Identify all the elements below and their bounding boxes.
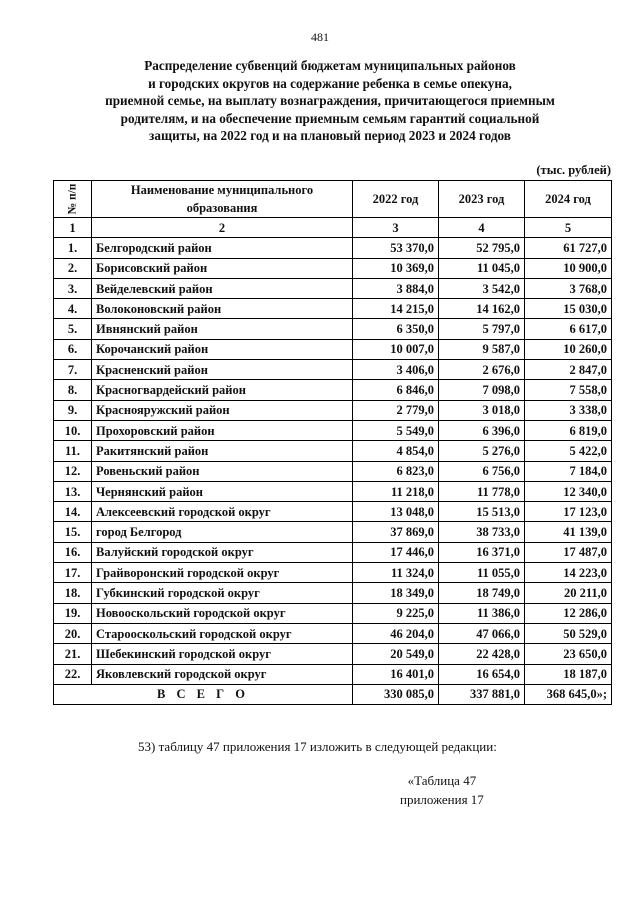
header-2022: 2022 год [353,181,439,218]
table-row [54,623,612,643]
row-name: город Белгород [92,522,353,542]
col-number: 2 [92,218,353,238]
value-2022: 3 406,0 [353,360,439,380]
value-2024: 17 487,0 [525,542,612,562]
value-2023: 18 749,0 [439,583,525,603]
col-number: 5 [525,218,612,238]
total-2022: 330 085,0 [353,684,439,704]
row-number: 16. [54,542,92,562]
header-2023: 2023 год [439,181,525,218]
value-2022: 10 007,0 [353,339,439,359]
row-name: Белгородский район [92,238,353,258]
value-2023: 22 428,0 [439,644,525,664]
table-row [54,238,612,258]
row-number: 11. [54,441,92,461]
value-2024: 15 030,0 [525,299,612,319]
row-name: Красногвардейский район [92,380,353,400]
row-number: 22. [54,664,92,684]
row-number: 4. [54,299,92,319]
row-name: Шебекинский городской округ [92,644,353,664]
value-2022: 13 048,0 [353,502,439,522]
value-2022: 5 549,0 [353,420,439,440]
table-row [54,258,612,278]
value-2023: 6 756,0 [439,461,525,481]
row-name: Вейделевский район [92,278,353,298]
value-2024: 2 847,0 [525,360,612,380]
row-number: 1. [54,238,92,258]
value-2023: 16 371,0 [439,542,525,562]
value-2024: 23 650,0 [525,644,612,664]
row-number: 2. [54,258,92,278]
row-number: 5. [54,319,92,339]
table-header-row [54,181,612,218]
table-row [54,441,612,461]
units-label: (тыс. рублей) [536,163,611,177]
value-2022: 6 350,0 [353,319,439,339]
instruction-text: 53) таблицу 47 приложения 17 изложить в следующей редакции: [138,739,497,754]
row-name: Чернянский район [92,481,353,501]
value-2024: 50 529,0 [525,623,612,643]
value-2023: 52 795,0 [439,238,525,258]
value-2022: 6 846,0 [353,380,439,400]
table-row [54,481,612,501]
row-number: 12. [54,461,92,481]
row-name: Новооскольский городской округ [92,603,353,623]
value-2022: 11 218,0 [353,481,439,501]
table-row [54,644,612,664]
row-name: Волоконовский район [92,299,353,319]
table-ref-line: «Таблица 47 [407,773,477,788]
row-name: Корочанский район [92,339,353,359]
row-number: 20. [54,623,92,643]
row-name: Красненский район [92,360,353,380]
value-2024: 18 187,0 [525,664,612,684]
row-number: 19. [54,603,92,623]
table-row [54,522,612,542]
row-name: Краснояружский район [92,400,353,420]
title-line: приемной семье, на выплату вознаграждения, причитающегося приемным [105,93,555,108]
table-row [54,360,612,380]
table-row [54,583,612,603]
value-2022: 10 369,0 [353,258,439,278]
table-row [54,380,612,400]
table-row [54,603,612,623]
value-2023: 38 733,0 [439,522,525,542]
total-2024: 368 645,0»; [525,684,612,704]
row-name: Губкинский городской округ [92,583,353,603]
column-number-row [54,218,612,238]
value-2024: 10 260,0 [525,339,612,359]
value-2023: 14 162,0 [439,299,525,319]
value-2023: 5 276,0 [439,441,525,461]
value-2024: 7 184,0 [525,461,612,481]
value-2022: 3 884,0 [353,278,439,298]
table-row [54,278,612,298]
table-row [54,339,612,359]
value-2022: 17 446,0 [353,542,439,562]
page-number: 481 [311,30,329,44]
row-number: 8. [54,380,92,400]
header-name: Наименование муниципального образования [92,181,353,218]
row-number: 15. [54,522,92,542]
title-line: родителям, и на обеспечение приемным семьям гарантий социальной [120,110,540,126]
row-name: Грайворонский городской округ [92,563,353,583]
value-2024: 20 211,0 [525,583,612,603]
row-number: 18. [54,583,92,603]
value-2023: 3 018,0 [439,400,525,420]
table-row [54,461,612,481]
row-number: 7. [54,360,92,380]
value-2024: 5 422,0 [525,441,612,461]
header-num: № п/п [54,181,92,218]
table-row [54,420,612,440]
value-2023: 5 797,0 [439,319,525,339]
value-2023: 11 778,0 [439,481,525,501]
table-ref-line: приложения 17 [400,792,484,807]
total-row [54,684,612,704]
table-row [54,502,612,522]
table-row [54,319,612,339]
value-2023: 6 396,0 [439,420,525,440]
value-2023: 9 587,0 [439,339,525,359]
row-number: 14. [54,502,92,522]
value-2024: 61 727,0 [525,238,612,258]
row-name: Ракитянский район [92,441,353,461]
row-number: 21. [54,644,92,664]
table-row [54,542,612,562]
row-number: 13. [54,481,92,501]
row-name: Яковлевский городской округ [92,664,353,684]
value-2022: 9 225,0 [353,603,439,623]
value-2023: 11 386,0 [439,603,525,623]
row-name: Прохоровский район [92,420,353,440]
value-2024: 6 617,0 [525,319,612,339]
value-2023: 7 098,0 [439,380,525,400]
value-2024: 3 338,0 [525,400,612,420]
table-row [54,299,612,319]
total-2023: 337 881,0 [439,684,525,704]
row-name: Ровеньский район [92,461,353,481]
value-2024: 7 558,0 [525,380,612,400]
value-2023: 3 542,0 [439,278,525,298]
row-name: Старооскольский городской округ [92,623,353,643]
value-2022: 37 869,0 [353,522,439,542]
col-number: 4 [439,218,525,238]
value-2022: 16 401,0 [353,664,439,684]
value-2022: 4 854,0 [353,441,439,461]
value-2024: 14 223,0 [525,563,612,583]
value-2023: 47 066,0 [439,623,525,643]
row-number: 17. [54,563,92,583]
table-row [54,563,612,583]
row-name: Алексеевский городской округ [92,502,353,522]
value-2023: 11 045,0 [439,258,525,278]
value-2024: 12 340,0 [525,481,612,501]
row-number: 6. [54,339,92,359]
value-2022: 20 549,0 [353,644,439,664]
value-2022: 53 370,0 [353,238,439,258]
value-2023: 2 676,0 [439,360,525,380]
table-row [54,400,612,420]
value-2022: 14 215,0 [353,299,439,319]
value-2024: 41 139,0 [525,522,612,542]
value-2023: 11 055,0 [439,563,525,583]
subsidy-table [53,180,612,705]
title-line: Распределение субвенций бюджетам муниципальных районов [144,58,516,73]
document-title [40,57,620,145]
table-reference [400,771,484,809]
title-line: защиты, на 2022 год и на плановый период 2023 и 2024 годов [149,128,511,143]
total-label: В С Е Г О [54,684,353,704]
value-2022: 18 349,0 [353,583,439,603]
row-number: 3. [54,278,92,298]
row-name: Валуйский городской округ [92,542,353,562]
value-2024: 6 819,0 [525,420,612,440]
value-2022: 2 779,0 [353,400,439,420]
value-2024: 17 123,0 [525,502,612,522]
row-name: Ивнянский район [92,319,353,339]
row-number: 9. [54,400,92,420]
col-number: 1 [54,218,92,238]
header-2024: 2024 год [525,181,612,218]
title-line: и городских округов на содержание ребенка в семье опекуна, [148,75,512,91]
row-name: Борисовский район [92,258,353,278]
value-2022: 11 324,0 [353,563,439,583]
value-2022: 46 204,0 [353,623,439,643]
value-2023: 16 654,0 [439,664,525,684]
row-number: 10. [54,420,92,440]
value-2024: 10 900,0 [525,258,612,278]
table-row [54,664,612,684]
value-2024: 3 768,0 [525,278,612,298]
value-2023: 15 513,0 [439,502,525,522]
value-2022: 6 823,0 [353,461,439,481]
value-2024: 12 286,0 [525,603,612,623]
col-number: 3 [353,218,439,238]
